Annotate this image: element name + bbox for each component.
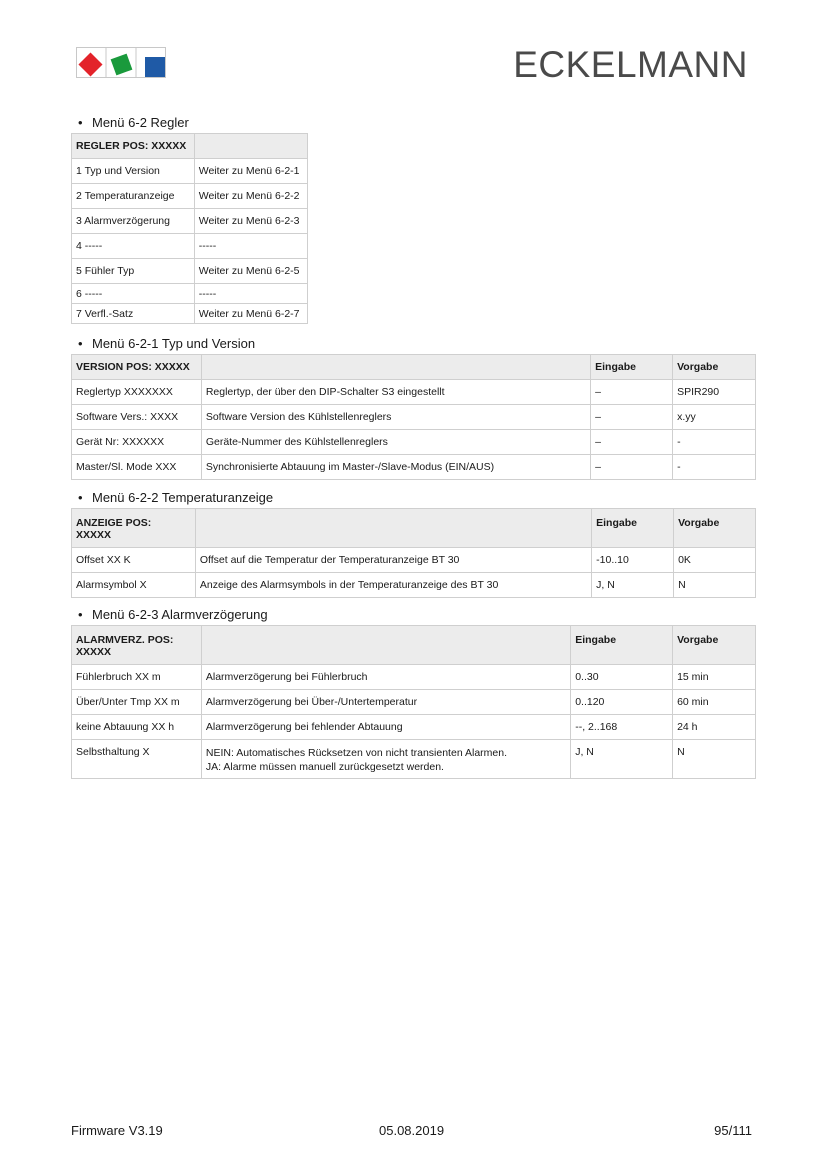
table-row: Selbsthaltung X NEIN: Automatisches Rücksetzen von nicht transienten Alarmen. JA: Alarme müssen manuell zurückgesetzt werden. J, N N (72, 740, 756, 779)
section-title-menu-6-2-3: • Menü 6-2-3 Alarmverzögerung (78, 607, 268, 622)
section-title-menu-6-2-1: • Menü 6-2-1 Typ und Version (78, 336, 256, 351)
table-row: Software Vers.: XXXX Software Version des Kühlstellenreglers – x.yy (72, 405, 756, 430)
footer-date: 05.08.2019 (379, 1123, 445, 1138)
eckelmann-logo (76, 47, 166, 78)
table-header-row: REGLER POS: XXXXX (72, 134, 308, 159)
logo-blue-square (145, 57, 165, 77)
footer-firmware: Firmware V3.19 (71, 1123, 163, 1138)
table-row: Fühlerbruch XX m Alarmverzögerung bei Fühlerbruch 0..30 15 min (72, 665, 756, 690)
table-row: 6 ----- ----- (72, 284, 308, 304)
table-header-row: ALARMVERZ. POS: XXXXX Eingabe Vorgabe (72, 626, 756, 665)
table-row: Gerät Nr: XXXXXX Geräte-Nummer des Kühlstellenreglers – - (72, 430, 756, 455)
table-row: keine Abtauung XX h Alarmverzögerung bei fehlender Abtauung --, 2..168 24 h (72, 715, 756, 740)
table-row: 5 Fühler Typ Weiter zu Menü 6-2-5 (72, 259, 308, 284)
table-row: Über/Unter Tmp XX m Alarmverzögerung bei Über-/Untertemperatur 0..120 60 min (72, 690, 756, 715)
brand-name: ECKELMANN (513, 44, 748, 85)
table-row: Offset XX K Offset auf die Temperatur der Temperaturanzeige BT 30 -10..10 0K (72, 548, 756, 573)
table-header-row: ANZEIGE POS: XXXXX Eingabe Vorgabe (72, 509, 756, 548)
table-header-row: VERSION POS: XXXXX Eingabe Vorgabe (72, 355, 756, 380)
table-row: 2 Temperaturanzeige Weiter zu Menü 6-2-2 (72, 184, 308, 209)
footer-page-number: 95/111 (714, 1123, 752, 1138)
section-title-menu-6-2-2: • Menü 6-2-2 Temperaturanzeige (78, 490, 274, 505)
table-row: 1 Typ und Version Weiter zu Menü 6-2-1 (72, 159, 308, 184)
table-row: Reglertyp XXXXXXX Reglertyp, der über den DIP-Schalter S3 eingestellt – SPIR290 (72, 380, 756, 405)
section-title-menu-6-2: • Menü 6-2 Regler (78, 115, 189, 130)
table-menu-6-2-1 (71, 354, 756, 480)
table-menu-6-2-2 (71, 508, 756, 598)
table-row: 4 ----- ----- (72, 234, 308, 259)
table-row: 3 Alarmverzögerung Weiter zu Menü 6-2-3 (72, 209, 308, 234)
table-row: Alarmsymbol X Anzeige des Alarmsymbols in der Temperaturanzeige des BT 30 J, N N (72, 573, 756, 598)
table-menu-6-2 (71, 133, 308, 324)
table-menu-6-2-3 (71, 625, 756, 779)
table-row: 7 Verfl.-Satz Weiter zu Menü 6-2-7 (72, 304, 308, 324)
table-row: Master/Sl. Mode XXX Synchronisierte Abtauung im Master-/Slave-Modus (EIN/AUS) – - (72, 455, 756, 480)
